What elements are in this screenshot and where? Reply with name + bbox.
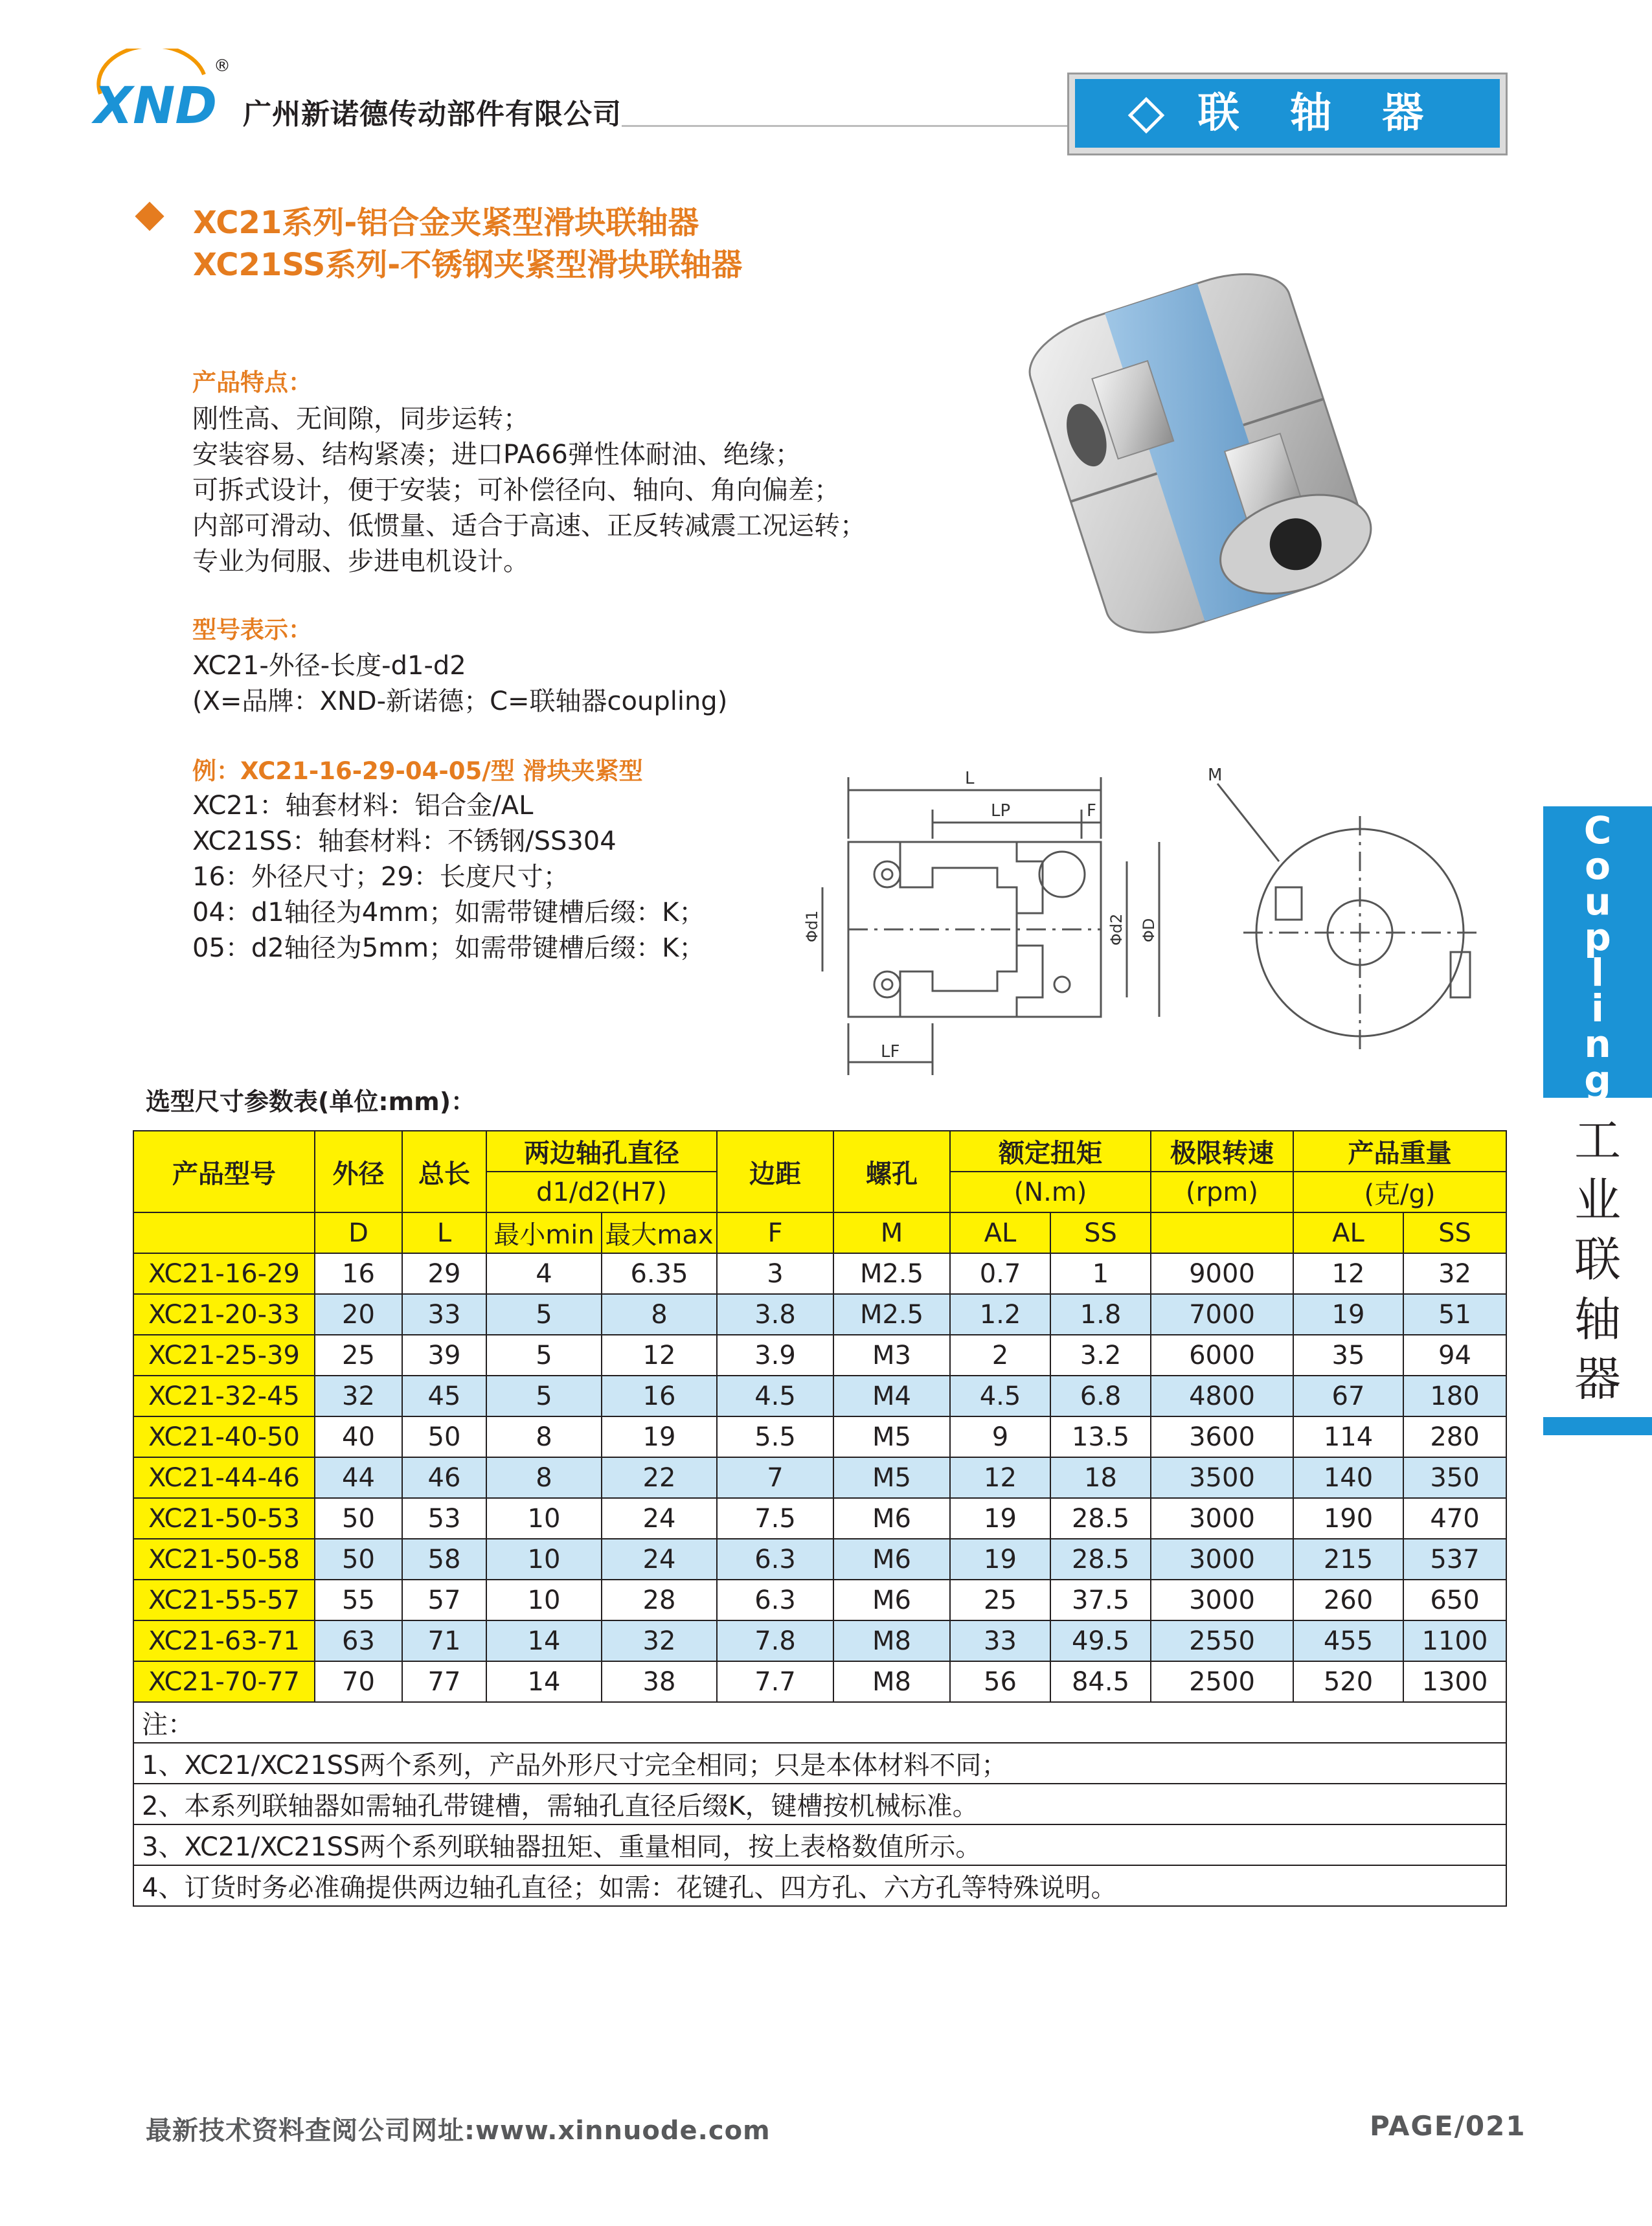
col-header-weight-ss: SS	[1403, 1212, 1506, 1253]
col-header-bore-sub: d1/d2(H7)	[486, 1172, 717, 1212]
notes-body	[133, 1702, 1506, 1906]
side-char: 联	[1574, 1232, 1621, 1287]
table-cell: 25	[950, 1580, 1050, 1620]
table-cell: 3	[717, 1253, 833, 1294]
model-code-line: (X=品牌：XND-新诺德；C=联轴器coupling)	[192, 687, 728, 716]
category-title	[1075, 84, 1500, 142]
dim-label-d2: Φd2	[1107, 913, 1126, 946]
table-cell: 18	[1050, 1457, 1151, 1498]
table-cell: 22	[602, 1457, 717, 1498]
table-cell: 14	[486, 1661, 602, 1702]
table-cell: 1300	[1403, 1661, 1506, 1702]
col-header-torque-al: AL	[950, 1212, 1050, 1253]
table-cell: 49.5	[1050, 1620, 1151, 1661]
example-heading: 例：XC21-16-29-04-05/型 滑块夹紧型	[192, 757, 643, 785]
table-cell: 33	[402, 1294, 486, 1335]
table-row	[133, 1661, 1506, 1702]
table-cell: 50	[402, 1416, 486, 1457]
logo-registered-mark: ®	[214, 56, 231, 76]
table-cell: 4.5	[717, 1376, 833, 1416]
table-cell: 55	[315, 1580, 402, 1620]
table-cell: 29	[402, 1253, 486, 1294]
example-line: XC21：轴套材料：铝合金/AL	[192, 791, 534, 821]
example-line: XC21SS：轴套材料：不锈钢/SS304	[192, 826, 617, 856]
table-cell: 350	[1403, 1457, 1506, 1498]
table-cell: 32	[602, 1620, 717, 1661]
table-cell: 5	[486, 1294, 602, 1335]
table-cell: 2	[950, 1335, 1050, 1376]
table-cell: 28	[602, 1580, 717, 1620]
table-cell: 19	[1293, 1294, 1403, 1335]
table-cell: 35	[1293, 1335, 1403, 1376]
company-logo	[87, 49, 233, 139]
col-header-speed-unit: (rpm)	[1151, 1172, 1293, 1212]
features-heading: 产品特点：	[192, 369, 312, 396]
feature-line: 安装容易、结构紧凑；进口PA66弹性体耐油、绝缘；	[192, 440, 801, 470]
table-cell: M3	[833, 1335, 950, 1376]
side-tab-text	[1543, 806, 1652, 1104]
table-cell: 16	[602, 1376, 717, 1416]
category-label: 联 轴 器	[1197, 89, 1442, 137]
table-cell: M2.5	[833, 1253, 950, 1294]
table-cell: 7	[717, 1457, 833, 1498]
dim-label-LP: LP	[991, 801, 1011, 821]
table-cell: 39	[402, 1335, 486, 1376]
dim-label-D: ΦD	[1140, 918, 1158, 942]
table-cell: 4.5	[950, 1376, 1050, 1416]
table-cell: 215	[1293, 1539, 1403, 1580]
table-cell: M6	[833, 1580, 950, 1620]
col-header-torque-unit: (N.m)	[950, 1172, 1151, 1212]
table-cell: 3.8	[717, 1294, 833, 1335]
feature-line: 可拆式设计，便于安装；可补偿径向、轴向、角向偏差；	[192, 475, 840, 505]
table-cell: 40	[315, 1416, 402, 1457]
note-row	[133, 1784, 1506, 1824]
table-cell: 32	[315, 1376, 402, 1416]
table-cell: 0.7	[950, 1253, 1050, 1294]
table-cell: 71	[402, 1620, 486, 1661]
cell-model: XC21-44-46	[133, 1457, 315, 1498]
table-header-row	[133, 1212, 1506, 1253]
dim-label-d1: Φd1	[803, 910, 821, 942]
table-cell: 63	[315, 1620, 402, 1661]
table-cell: 2500	[1151, 1661, 1293, 1702]
side-char: 工	[1574, 1113, 1621, 1168]
table-cell: 537	[1403, 1539, 1506, 1580]
feature-line: 专业为伺服、步进电机设计。	[192, 547, 529, 576]
note-text: 1、XC21/XC21SS两个系列，产品外形尺寸完全相同；只是本体材料不同；	[133, 1743, 1506, 1784]
table-cell: 10	[486, 1498, 602, 1539]
note-row	[133, 1824, 1506, 1865]
table-cell: M6	[833, 1498, 950, 1539]
side-letter: l	[1591, 951, 1604, 995]
cell-model: XC21-50-58	[133, 1539, 315, 1580]
table-cell: M5	[833, 1416, 950, 1457]
dimension-drawing	[797, 764, 1502, 1088]
table-cell: 6000	[1151, 1335, 1293, 1376]
col-header-weight: 产品重量	[1293, 1131, 1506, 1172]
table-cell: 1100	[1403, 1620, 1506, 1661]
table-cell: 7.7	[717, 1661, 833, 1702]
note-row	[133, 1743, 1506, 1784]
table-cell: 1.8	[1050, 1294, 1151, 1335]
example-line: 04：d1轴径为4mm；如需带键槽后缀：K；	[192, 898, 705, 927]
col-header-weight-unit: (克/g)	[1293, 1172, 1506, 1212]
table-cell: 6.35	[602, 1253, 717, 1294]
table-cell: 84.5	[1050, 1661, 1151, 1702]
table-cell: 77	[402, 1661, 486, 1702]
table-cell: 50	[315, 1539, 402, 1580]
table-cell: 3000	[1151, 1498, 1293, 1539]
table-cell: M4	[833, 1376, 950, 1416]
table-cell: 470	[1403, 1498, 1506, 1539]
table-cell: 28.5	[1050, 1539, 1151, 1580]
cell-model: XC21-25-39	[133, 1335, 315, 1376]
logo-text: XND	[94, 77, 218, 135]
table-cell: 57	[402, 1580, 486, 1620]
table-row	[133, 1457, 1506, 1498]
table-cell: 28.5	[1050, 1498, 1151, 1539]
note-row	[133, 1865, 1506, 1906]
col-header-weight-al: AL	[1293, 1212, 1403, 1253]
table-row	[133, 1620, 1506, 1661]
note-text: 3、XC21/XC21SS两个系列联轴器扭矩、重量相同，按上表格数值所示。	[133, 1824, 1506, 1865]
side-letter: p	[1584, 915, 1611, 959]
table-cell: 16	[315, 1253, 402, 1294]
side-letter: C	[1583, 808, 1612, 852]
table-cell: 6.8	[1050, 1376, 1151, 1416]
col-header-torque: 额定扭矩	[950, 1131, 1151, 1172]
dim-label-LF: LF	[881, 1042, 900, 1062]
table-cell: M8	[833, 1620, 950, 1661]
dim-label-M: M	[1208, 766, 1223, 785]
table-cell: 4	[486, 1253, 602, 1294]
col-header-margin: 边距	[717, 1131, 833, 1212]
col-header-F: F	[717, 1212, 833, 1253]
col-header-bore: 两边轴孔直径	[486, 1131, 717, 1172]
cell-model: XC21-55-57	[133, 1580, 315, 1620]
col-header-torque-ss: SS	[1050, 1212, 1151, 1253]
product-title-aluminium: XC21系列-铝合金夹紧型滑块联轴器	[193, 205, 699, 241]
col-header-max: 最大max	[602, 1212, 717, 1253]
table-title: 选型尺寸参数表(单位:mm)：	[146, 1087, 476, 1116]
table-cell: M6	[833, 1539, 950, 1580]
table-cell: 19	[950, 1539, 1050, 1580]
table-cell: 190	[1293, 1498, 1403, 1539]
table-cell: 140	[1293, 1457, 1403, 1498]
table-cell: 24	[602, 1539, 717, 1580]
note-text: 2、本系列联轴器如需轴孔带键槽，需轴孔直径后缀K，键槽按机械标准。	[133, 1784, 1506, 1824]
table-cell: 25	[315, 1335, 402, 1376]
example-line: 16：外径尺寸；29：长度尺寸；	[192, 862, 569, 892]
table-cell: 7000	[1151, 1294, 1293, 1335]
feature-line: 刚性高、无间隙，同步运转；	[192, 404, 529, 434]
table-cell: M5	[833, 1457, 950, 1498]
table-header-row	[133, 1131, 1506, 1172]
table-cell: 1.2	[950, 1294, 1050, 1335]
table-cell: 455	[1293, 1620, 1403, 1661]
diamond-bullet-icon	[135, 201, 164, 231]
table-cell: 650	[1403, 1580, 1506, 1620]
product-title-stainless: XC21SS系列-不锈钢夹紧型滑块联轴器	[193, 247, 743, 283]
model-code-line: XC21-外径-长度-d1-d2	[192, 651, 466, 681]
table-cell: 13.5	[1050, 1416, 1151, 1457]
col-header-M: M	[833, 1212, 950, 1253]
table-cell: 10	[486, 1539, 602, 1580]
table-cell: 280	[1403, 1416, 1506, 1457]
table-cell: 20	[315, 1294, 402, 1335]
col-header-min: 最小min	[486, 1212, 602, 1253]
table-cell: 38	[602, 1661, 717, 1702]
table-row	[133, 1253, 1506, 1294]
table-cell: 3000	[1151, 1539, 1293, 1580]
cell-model: XC21-20-33	[133, 1294, 315, 1335]
table-cell: 3.2	[1050, 1335, 1151, 1376]
table-cell: 12	[1293, 1253, 1403, 1294]
header-divider	[622, 125, 1075, 127]
table-cell: 2550	[1151, 1620, 1293, 1661]
table-cell: 3000	[1151, 1580, 1293, 1620]
table-cell: 5	[486, 1376, 602, 1416]
table-cell: 260	[1293, 1580, 1403, 1620]
cell-model: XC21-16-29	[133, 1253, 315, 1294]
table-cell: 180	[1403, 1376, 1506, 1416]
example-line: 05：d2轴径为5mm；如需带键槽后缀：K；	[192, 933, 705, 963]
side-letter: n	[1584, 1022, 1611, 1066]
side-letter: g	[1584, 1058, 1611, 1102]
coupling-product-image	[965, 246, 1431, 661]
table-row	[133, 1416, 1506, 1457]
table-cell: 44	[315, 1457, 402, 1498]
table-row	[133, 1335, 1506, 1376]
cell-model: XC21-32-45	[133, 1376, 315, 1416]
side-char: 器	[1574, 1352, 1621, 1406]
table-cell: 10	[486, 1580, 602, 1620]
company-name: 广州新诺德传动部件有限公司	[243, 98, 622, 131]
cell-model: XC21-63-71	[133, 1620, 315, 1661]
table-cell: 6.3	[717, 1580, 833, 1620]
side-chinese-label	[1543, 1111, 1652, 1409]
table-cell: 3500	[1151, 1457, 1293, 1498]
note-text: 注：	[133, 1702, 1506, 1743]
footer-website: 最新技术资料查阅公司网址:www.xinnuode.com	[146, 2116, 771, 2146]
table-row	[133, 1580, 1506, 1620]
table-cell: 32	[1403, 1253, 1506, 1294]
table-cell: 37.5	[1050, 1580, 1151, 1620]
table-cell: 70	[315, 1661, 402, 1702]
cell-model: XC21-40-50	[133, 1416, 315, 1457]
side-char: 轴	[1574, 1292, 1621, 1346]
table-cell: 3600	[1151, 1416, 1293, 1457]
note-row	[133, 1702, 1506, 1743]
table-cell: 7.8	[717, 1620, 833, 1661]
table-cell: 8	[486, 1416, 602, 1457]
col-header-blank	[133, 1212, 315, 1253]
table-row	[133, 1539, 1506, 1580]
diamond-outline-icon	[1127, 97, 1164, 134]
col-header-D: D	[315, 1212, 402, 1253]
table-cell: 5.5	[717, 1416, 833, 1457]
feature-line: 内部可滑动、低惯量、适合于高速、正反转减震工况运转；	[192, 511, 866, 541]
table-cell: 24	[602, 1498, 717, 1539]
col-header-blank	[1151, 1212, 1293, 1253]
table-cell: 67	[1293, 1376, 1403, 1416]
col-header-L: L	[402, 1212, 486, 1253]
table-cell: 12	[602, 1335, 717, 1376]
table-cell: 4800	[1151, 1376, 1293, 1416]
col-header-screw: 螺孔	[833, 1131, 950, 1212]
table-cell: 19	[602, 1416, 717, 1457]
table-cell: 45	[402, 1376, 486, 1416]
table-cell: 46	[402, 1457, 486, 1498]
table-cell: 3.9	[717, 1335, 833, 1376]
table-cell: 114	[1293, 1416, 1403, 1457]
dim-label-F: F	[1087, 801, 1096, 821]
col-header-length: 总长	[402, 1131, 486, 1212]
table-cell: 8	[602, 1294, 717, 1335]
table-cell: 9000	[1151, 1253, 1293, 1294]
dim-label-L: L	[965, 769, 975, 788]
table-cell: 6.3	[717, 1539, 833, 1580]
cell-model: XC21-70-77	[133, 1661, 315, 1702]
table-cell: M8	[833, 1661, 950, 1702]
table-cell: 9	[950, 1416, 1050, 1457]
spec-table	[133, 1130, 1507, 1907]
table-cell: 94	[1403, 1335, 1506, 1376]
col-header-outer: 外径	[315, 1131, 402, 1212]
table-cell: 53	[402, 1498, 486, 1539]
table-cell: 19	[950, 1498, 1050, 1539]
note-text: 4、订货时务必准确提供两边轴孔直径；如需：花键孔、四方孔、六方孔等特殊说明。	[133, 1865, 1506, 1906]
side-letter: o	[1585, 844, 1611, 888]
table-cell: 14	[486, 1620, 602, 1661]
table-cell: 7.5	[717, 1498, 833, 1539]
col-header-speed: 极限转速	[1151, 1131, 1293, 1172]
table-cell: 5	[486, 1335, 602, 1376]
table-row	[133, 1498, 1506, 1539]
table-cell: 58	[402, 1539, 486, 1580]
table-cell: 520	[1293, 1661, 1403, 1702]
page-number: PAGE/021	[1370, 2110, 1526, 2142]
table-cell: 12	[950, 1457, 1050, 1498]
table-cell: 51	[1403, 1294, 1506, 1335]
side-letter: i	[1591, 986, 1604, 1030]
table-row	[133, 1294, 1506, 1335]
table-cell: 33	[950, 1620, 1050, 1661]
model-code-heading: 型号表示：	[192, 616, 312, 644]
col-header-model: 产品型号	[133, 1131, 315, 1212]
table-cell: 8	[486, 1457, 602, 1498]
table-cell: 1	[1050, 1253, 1151, 1294]
table-cell: M2.5	[833, 1294, 950, 1335]
table-cell: 50	[315, 1498, 402, 1539]
table-row	[133, 1376, 1506, 1416]
side-accent-bar	[1543, 1417, 1652, 1435]
side-char: 业	[1574, 1173, 1621, 1227]
table-body	[133, 1253, 1506, 1702]
table-cell: 56	[950, 1661, 1050, 1702]
side-letter: u	[1584, 880, 1611, 924]
cell-model: XC21-50-53	[133, 1498, 315, 1539]
